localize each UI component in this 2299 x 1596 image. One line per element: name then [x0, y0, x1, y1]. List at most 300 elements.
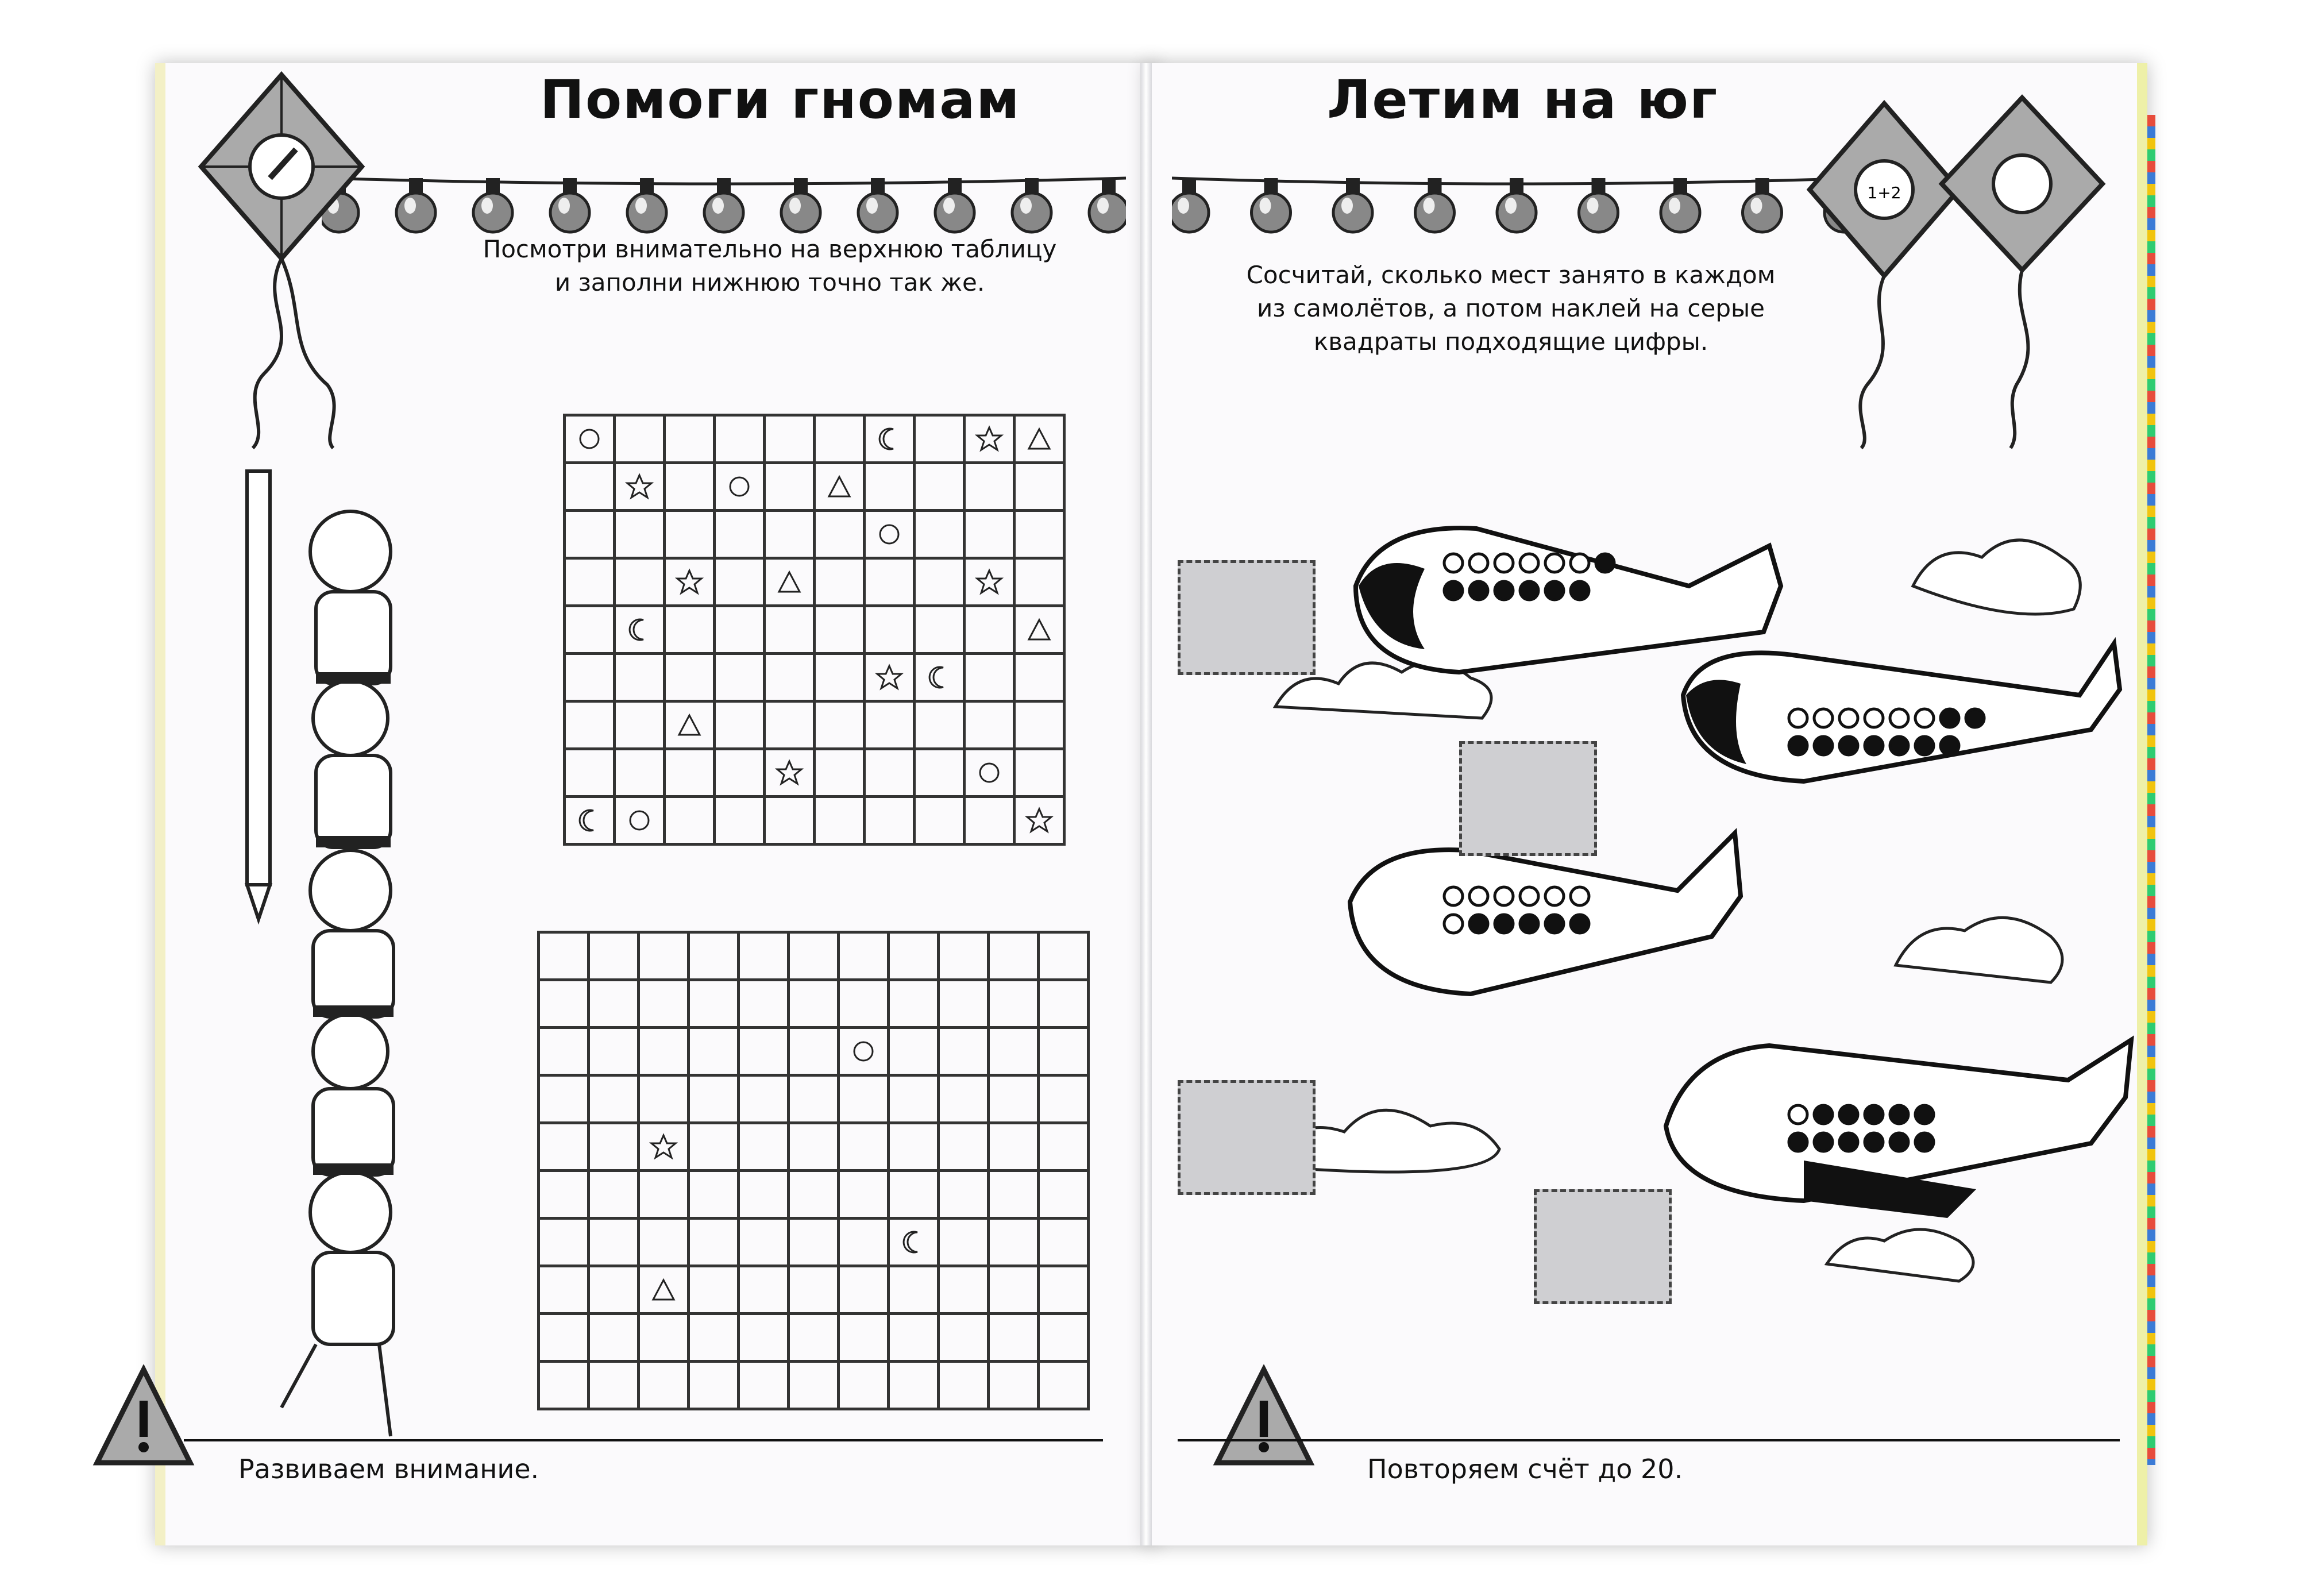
- footer-right: Повторяем счёт до 20.: [1367, 1454, 1683, 1485]
- gear-icon: [1993, 155, 2051, 213]
- grid-cell: [665, 511, 715, 558]
- grid-cell[interactable]: [539, 1314, 589, 1362]
- grid-cell[interactable]: [1039, 1123, 1089, 1171]
- grid-cell[interactable]: [839, 1123, 889, 1171]
- grid-cell: [1015, 511, 1064, 558]
- grid-cell: [715, 558, 765, 606]
- plane-window: [1789, 737, 1807, 755]
- light-bulb-icon: [781, 178, 820, 232]
- grid-cell[interactable]: [889, 1266, 939, 1314]
- grid-cell[interactable]: [989, 1362, 1039, 1409]
- grid-cell[interactable]: [589, 932, 639, 980]
- light-bulb-icon: [1497, 178, 1536, 232]
- triangle-icon: [675, 711, 704, 739]
- grid-cell: [765, 558, 815, 606]
- sticker-box-plane-2[interactable]: [1459, 741, 1597, 856]
- grid-cell[interactable]: [689, 1028, 739, 1075]
- grid-cell[interactable]: [989, 1075, 1039, 1123]
- grid-row: [565, 463, 1064, 511]
- kite-right-label: 1+2: [1867, 183, 1901, 202]
- grid-cell: [615, 511, 665, 558]
- grid-cell: [965, 797, 1015, 845]
- grid-cell[interactable]: [739, 1075, 789, 1123]
- grid-cell[interactable]: [939, 1123, 989, 1171]
- grid-cell[interactable]: [889, 1028, 939, 1075]
- grid-cell[interactable]: [939, 1314, 989, 1362]
- plane-window: [1469, 581, 1488, 600]
- grid-cell[interactable]: [839, 1314, 889, 1362]
- plane-window: [1789, 709, 1807, 727]
- right-instruction-line2: из самолётов, а потом наклей на серые: [1257, 294, 1765, 322]
- moon-icon: [625, 615, 654, 644]
- grid-cell: [615, 558, 665, 606]
- plane-window: [1789, 1133, 1807, 1151]
- grid-cell[interactable]: [589, 980, 639, 1028]
- plane-window: [1865, 709, 1883, 727]
- plane-window: [1495, 887, 1513, 905]
- grid-row: [539, 980, 1089, 1028]
- left-instruction: [402, 233, 1137, 299]
- plane-window: [1520, 581, 1538, 600]
- grid-cell: [965, 701, 1015, 749]
- grid-cell[interactable]: [639, 1075, 689, 1123]
- grid-cell[interactable]: [539, 1266, 589, 1314]
- grid-cell[interactable]: [639, 1266, 689, 1314]
- plane-window: [1520, 554, 1538, 572]
- grid-cell: [665, 463, 715, 511]
- grid-cell: [815, 415, 865, 463]
- grid-cell[interactable]: [539, 1362, 589, 1409]
- light-bulb-icon: [627, 178, 666, 232]
- light-bulb-icon: [396, 178, 435, 232]
- grid-cell[interactable]: [989, 1171, 1039, 1219]
- grid-cell: [765, 463, 815, 511]
- grid-cell: [865, 701, 915, 749]
- grid-cell[interactable]: [939, 1266, 989, 1314]
- triangle-icon: [1025, 615, 1054, 644]
- plane-1-body: [1356, 528, 1781, 672]
- grid-cell[interactable]: [1039, 980, 1089, 1028]
- grid-cell: [815, 797, 865, 845]
- grid-cell[interactable]: [889, 1362, 939, 1409]
- grid-cell[interactable]: [939, 1075, 989, 1123]
- grid-cell[interactable]: [589, 1171, 639, 1219]
- grid-cell: [715, 511, 765, 558]
- grid-cell[interactable]: [789, 1362, 839, 1409]
- grid-cell: [565, 415, 615, 463]
- circle-icon: [875, 520, 904, 549]
- plane-window: [1814, 1105, 1833, 1124]
- grid-cell: [865, 415, 915, 463]
- grid-top-table: [563, 414, 1066, 846]
- grid-cell[interactable]: [689, 980, 739, 1028]
- moon-icon: [575, 806, 604, 835]
- grid-cell[interactable]: [739, 980, 789, 1028]
- grid-cell[interactable]: [989, 932, 1039, 980]
- grid-cell[interactable]: [689, 1266, 739, 1314]
- grid-cell[interactable]: [589, 1123, 639, 1171]
- plane-window: [1839, 1133, 1858, 1151]
- grid-row: [539, 932, 1089, 980]
- light-bulb-icon: [1252, 178, 1291, 232]
- grid-cell[interactable]: [739, 932, 789, 980]
- grid-cell[interactable]: [889, 1171, 939, 1219]
- sticker-box-plane-1[interactable]: [1178, 560, 1316, 675]
- grid-cell: [915, 606, 965, 654]
- grid-cell: [1015, 701, 1064, 749]
- footer-line-left: [184, 1439, 1103, 1441]
- plane-window: [1545, 887, 1564, 905]
- grid-cell[interactable]: [689, 1075, 739, 1123]
- plane-window: [1814, 709, 1833, 727]
- grid-row: [539, 1075, 1089, 1123]
- grid-cell[interactable]: [789, 1075, 839, 1123]
- plane-window: [1444, 554, 1463, 572]
- left-instruction-line2: и заполни нижнюю точно так же.: [554, 268, 985, 296]
- grid-cell: [565, 749, 615, 797]
- grid-cell[interactable]: [939, 1219, 989, 1266]
- grid-cell[interactable]: [589, 1028, 639, 1075]
- grid-cell: [915, 797, 965, 845]
- grid-cell[interactable]: [789, 932, 839, 980]
- light-bulb-icon: [1743, 178, 1782, 232]
- grid-cell[interactable]: [789, 1266, 839, 1314]
- plane-window: [1814, 737, 1833, 755]
- grid-cell[interactable]: [889, 1314, 939, 1362]
- grid-cell: [865, 606, 915, 654]
- grid-cell[interactable]: [789, 1219, 839, 1266]
- light-bulb-icon: [1333, 178, 1372, 232]
- left-instruction-line1: Посмотри внимательно на верхнюю таблицу: [483, 235, 1057, 263]
- plane-window: [1915, 737, 1934, 755]
- grid-cell[interactable]: [689, 932, 739, 980]
- grid-cell[interactable]: [1039, 1266, 1089, 1314]
- grid-cell: [615, 606, 665, 654]
- grid-cell[interactable]: [1039, 1171, 1089, 1219]
- warning-triangle-icon: [1212, 1364, 1316, 1468]
- plane-window: [1890, 1105, 1908, 1124]
- plane-window: [1890, 737, 1908, 755]
- grid-cell[interactable]: [539, 980, 589, 1028]
- grid-cell[interactable]: [939, 980, 989, 1028]
- plane-window: [1915, 1105, 1934, 1124]
- plane-window: [1571, 887, 1589, 905]
- plane-window: [1444, 581, 1463, 600]
- grid-cell[interactable]: [839, 1266, 889, 1314]
- star-icon: [1025, 806, 1054, 835]
- grid-cell[interactable]: [739, 1314, 789, 1362]
- grid-cell[interactable]: [739, 1171, 789, 1219]
- grid-cell: [715, 415, 765, 463]
- grid-cell[interactable]: [739, 1362, 789, 1409]
- grid-row: [539, 1362, 1089, 1409]
- grid-cell[interactable]: [1039, 1075, 1089, 1123]
- plane-window: [1839, 709, 1858, 727]
- light-bulb-icon: [1089, 178, 1126, 232]
- moon-icon: [899, 1228, 928, 1256]
- grid-cell: [815, 749, 865, 797]
- grid-cell: [865, 558, 915, 606]
- grid-cell[interactable]: [1039, 1362, 1089, 1409]
- planes-illustration: [1287, 500, 2160, 1333]
- moon-icon: [925, 663, 954, 692]
- grid-cell[interactable]: [839, 980, 889, 1028]
- star-icon: [775, 758, 804, 787]
- grid-cell: [765, 701, 815, 749]
- warning-triangle-icon: [92, 1364, 195, 1468]
- grid-cell: [565, 701, 615, 749]
- grid-cell: [915, 558, 965, 606]
- grid-cell: [965, 463, 1015, 511]
- grid-cell[interactable]: [889, 1219, 939, 1266]
- grid-cell[interactable]: [689, 1314, 739, 1362]
- grid-cell: [665, 749, 715, 797]
- plane-window: [1571, 581, 1589, 600]
- grid-cell: [665, 654, 715, 701]
- light-bulb-icon: [704, 178, 743, 232]
- grid-cell[interactable]: [989, 980, 1039, 1028]
- plane-window: [1444, 915, 1463, 933]
- light-bulb-icon: [1579, 178, 1618, 232]
- plane-window: [1545, 915, 1564, 933]
- plane-window: [1495, 581, 1513, 600]
- grid-cell[interactable]: [889, 1075, 939, 1123]
- grid-cell[interactable]: [739, 1266, 789, 1314]
- grid-cell[interactable]: [789, 980, 839, 1028]
- right-instruction-line1: Сосчитай, сколько мест занято в каждом: [1246, 261, 1776, 289]
- grid-cell: [815, 654, 865, 701]
- grid-row: [565, 511, 1064, 558]
- right-instruction: [1195, 259, 1827, 358]
- grid-cell[interactable]: [589, 1266, 639, 1314]
- plane-window: [1865, 737, 1883, 755]
- grid-cell[interactable]: [689, 1219, 739, 1266]
- grid-cell[interactable]: [789, 1123, 839, 1171]
- grid-cell[interactable]: [589, 1362, 639, 1409]
- grid-cell: [715, 749, 765, 797]
- grid-cell: [615, 463, 665, 511]
- moon-icon: [875, 425, 904, 453]
- grid-cell[interactable]: [939, 1028, 989, 1075]
- grid-cell[interactable]: [739, 1219, 789, 1266]
- grid-row: [565, 558, 1064, 606]
- grid-cell[interactable]: [939, 932, 989, 980]
- grid-cell: [915, 463, 965, 511]
- grid-cell[interactable]: [989, 1266, 1039, 1314]
- light-bulbs-garland-right: [1172, 167, 1861, 259]
- grid-cell[interactable]: [539, 1171, 589, 1219]
- footer-line-right: [1178, 1439, 2120, 1441]
- grid-cell[interactable]: [939, 1362, 989, 1409]
- circle-icon: [575, 425, 604, 453]
- grid-cell[interactable]: [839, 932, 889, 980]
- grid-cell: [765, 749, 815, 797]
- gnome-tower-illustration: [218, 465, 460, 1471]
- footer-left: Развиваем внимание.: [238, 1454, 539, 1485]
- grid-cell[interactable]: [639, 1171, 689, 1219]
- grid-cell[interactable]: [739, 1123, 789, 1171]
- grid-cell[interactable]: [689, 1123, 739, 1171]
- grid-row: [565, 654, 1064, 701]
- grid-cell[interactable]: [789, 1314, 839, 1362]
- sticker-box-plane-3[interactable]: [1178, 1080, 1316, 1195]
- plane-window: [1966, 709, 1984, 727]
- grid-cell[interactable]: [839, 1219, 889, 1266]
- plane-window: [1469, 915, 1488, 933]
- plane-window: [1941, 737, 1959, 755]
- grid-cell[interactable]: [889, 1123, 939, 1171]
- plane-window: [1839, 737, 1858, 755]
- grid-cell: [715, 654, 765, 701]
- grid-cell: [965, 654, 1015, 701]
- plane-window: [1915, 709, 1934, 727]
- grid-cell[interactable]: [1039, 1028, 1089, 1075]
- grid-cell[interactable]: [989, 1028, 1039, 1075]
- grid-cell: [615, 415, 665, 463]
- grid-cell[interactable]: [689, 1171, 739, 1219]
- grid-cell[interactable]: [1039, 1314, 1089, 1362]
- grid-cell[interactable]: [689, 1362, 739, 1409]
- grid-cell[interactable]: [889, 980, 939, 1028]
- grid-cell[interactable]: [739, 1028, 789, 1075]
- grid-cell[interactable]: [639, 1028, 689, 1075]
- book-spine: [1140, 63, 1152, 1545]
- triangle-icon: [649, 1275, 678, 1304]
- grid-cell[interactable]: [1039, 932, 1089, 980]
- grid-cell: [665, 415, 715, 463]
- plane-window: [1941, 709, 1959, 727]
- grid-cell: [1015, 415, 1064, 463]
- grid-cell[interactable]: [589, 1219, 639, 1266]
- light-bulb-icon: [1661, 178, 1700, 232]
- grid-cell[interactable]: [589, 1314, 639, 1362]
- grid-row: [565, 749, 1064, 797]
- grid-cell[interactable]: [989, 1219, 1039, 1266]
- triangle-icon: [1025, 425, 1054, 453]
- grid-cell: [665, 797, 715, 845]
- grid-cell: [715, 797, 765, 845]
- grid-cell[interactable]: [639, 932, 689, 980]
- triangle-icon: [775, 568, 804, 596]
- grid-cell[interactable]: [539, 932, 589, 980]
- grid-cell[interactable]: [589, 1075, 639, 1123]
- grid-cell[interactable]: [989, 1314, 1039, 1362]
- plane-window: [1865, 1105, 1883, 1124]
- grid-cell[interactable]: [989, 1123, 1039, 1171]
- grid-cell[interactable]: [939, 1171, 989, 1219]
- grid-cell: [915, 511, 965, 558]
- grid-cell: [865, 511, 915, 558]
- grid-cell[interactable]: [539, 1028, 589, 1075]
- plane-window: [1495, 554, 1513, 572]
- grid-cell[interactable]: [839, 1075, 889, 1123]
- grid-cell: [615, 797, 665, 845]
- grid-cell[interactable]: [639, 1219, 689, 1266]
- page-title-left: Помоги гномам: [540, 69, 1021, 130]
- star-icon: [675, 568, 704, 596]
- plane-window: [1571, 915, 1589, 933]
- sticker-box-plane-4[interactable]: [1534, 1189, 1672, 1304]
- grid-cell: [965, 558, 1015, 606]
- star-icon: [625, 472, 654, 501]
- grid-cell: [765, 606, 815, 654]
- grid-cell: [1015, 463, 1064, 511]
- grid-cell: [765, 654, 815, 701]
- plane-window: [1865, 1133, 1883, 1151]
- grid-cell[interactable]: [539, 1219, 589, 1266]
- grid-cell: [715, 463, 765, 511]
- plane-window: [1571, 554, 1589, 572]
- light-bulb-icon: [550, 178, 589, 232]
- light-bulb-icon: [858, 178, 897, 232]
- star-icon: [649, 1132, 678, 1161]
- grid-cell: [865, 654, 915, 701]
- right-instruction-line3: квадраты подходящие цифры.: [1313, 327, 1708, 356]
- grid-cell: [665, 558, 715, 606]
- triangle-icon: [825, 472, 854, 501]
- plane-window: [1596, 554, 1614, 572]
- plane-window: [1814, 1133, 1833, 1151]
- kites-right: [1804, 86, 2126, 454]
- plane-window: [1839, 1105, 1858, 1124]
- plane-window: [1469, 554, 1488, 572]
- plane-window: [1545, 581, 1564, 600]
- grid-row: [565, 415, 1064, 463]
- grid-cell: [565, 558, 615, 606]
- grid-cell[interactable]: [839, 1171, 889, 1219]
- grid-cell: [1015, 558, 1064, 606]
- grid-cell: [565, 797, 615, 845]
- grid-cell[interactable]: [789, 1028, 839, 1075]
- grid-cell[interactable]: [639, 1314, 689, 1362]
- plane-window: [1520, 915, 1538, 933]
- grid-cell[interactable]: [639, 980, 689, 1028]
- grid-row: [539, 1266, 1089, 1314]
- grid-cell: [615, 701, 665, 749]
- plane-window: [1890, 709, 1908, 727]
- pencil-illustration: [247, 471, 270, 885]
- grid-cell: [915, 749, 965, 797]
- grid-cell[interactable]: [839, 1028, 889, 1075]
- grid-cell[interactable]: [639, 1362, 689, 1409]
- grid-cell: [715, 701, 765, 749]
- grid-row: [539, 1028, 1089, 1075]
- grid-cell[interactable]: [839, 1362, 889, 1409]
- grid-cell: [1015, 606, 1064, 654]
- grid-cell[interactable]: [789, 1171, 839, 1219]
- plane-window: [1890, 1133, 1908, 1151]
- grid-cell[interactable]: [639, 1123, 689, 1171]
- light-bulb-icon: [1172, 178, 1209, 232]
- grid-bottom-table[interactable]: [537, 931, 1090, 1410]
- grid-cell[interactable]: [539, 1075, 589, 1123]
- grid-cell[interactable]: [889, 932, 939, 980]
- grid-cell[interactable]: [1039, 1219, 1089, 1266]
- grid-cell: [965, 511, 1015, 558]
- grid-cell: [565, 606, 615, 654]
- circle-icon: [625, 806, 654, 835]
- plane-window: [1444, 887, 1463, 905]
- light-bulb-icon: [1415, 178, 1455, 232]
- grid-cell[interactable]: [539, 1123, 589, 1171]
- grid-cell: [915, 701, 965, 749]
- grid-row: [539, 1314, 1089, 1362]
- grid-cell: [815, 558, 865, 606]
- light-bulb-icon: [1012, 178, 1051, 232]
- kite-left: [190, 63, 373, 454]
- grid-cell: [865, 749, 915, 797]
- plane-window: [1520, 887, 1538, 905]
